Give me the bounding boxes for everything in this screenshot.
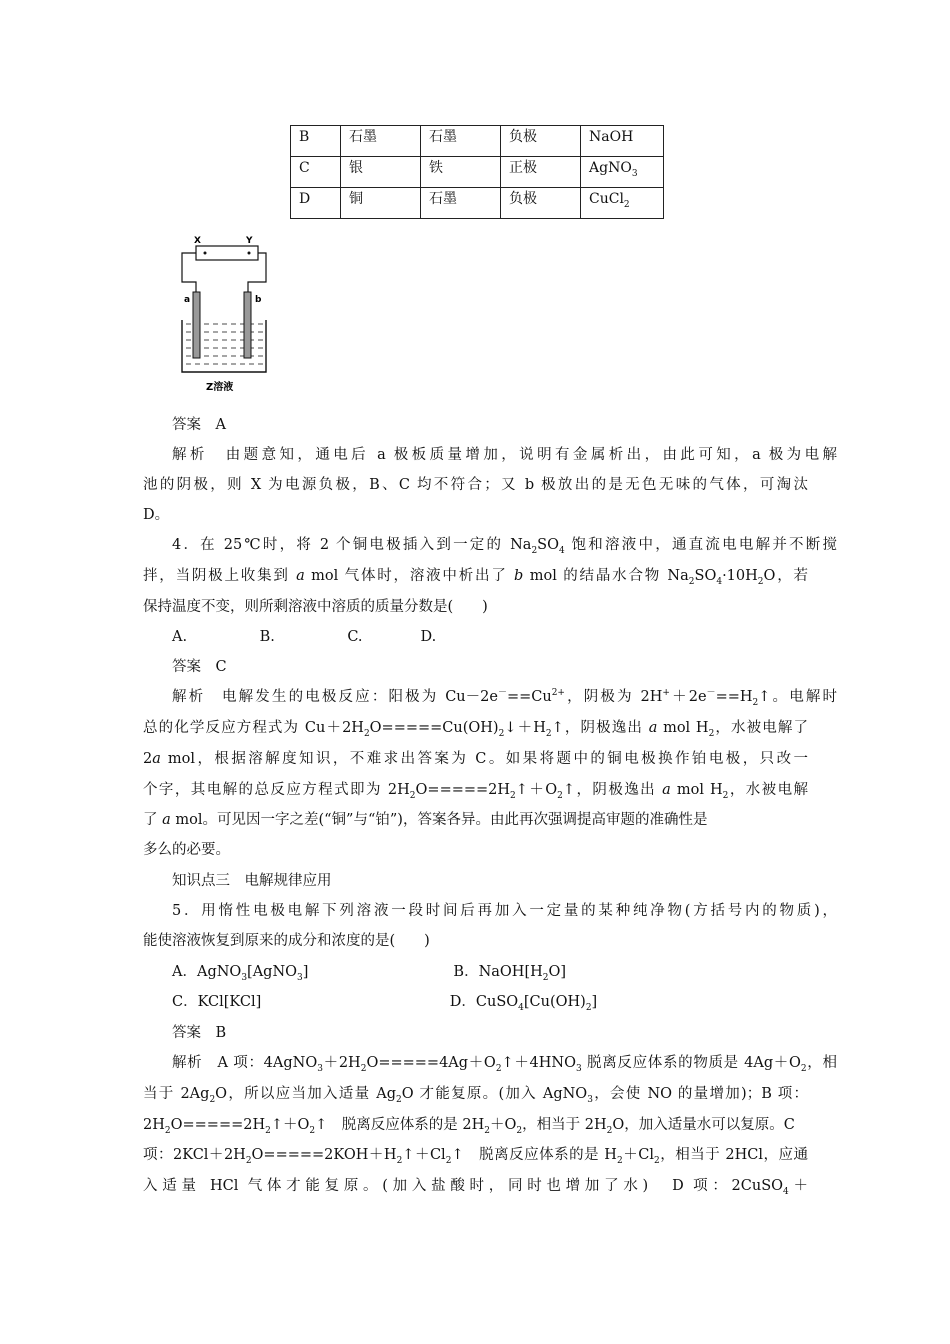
text-line: A. B. C. D.: [172, 629, 437, 645]
text-line: 拌，当阴极上收集到 a mol 气体时，溶液中析出了 b mol 的结晶水合物 $Na_2SO_4\cdot 10H_2O$，若: [143, 568, 808, 587]
text-line: 知识点三 电解规律应用: [172, 873, 332, 889]
electrode-a: [193, 292, 200, 358]
text-line: 保持温度不变，则所剩溶液中溶质的质量分数是( ): [143, 599, 488, 615]
figure-caption: Z溶液: [206, 382, 234, 393]
text-line: 答案 B: [172, 1025, 227, 1041]
text-line: 2a mol，根据溶解度知识，不难求出答案为 C。如果将题中的铜电极换作铂电极，只改一: [143, 751, 808, 767]
text-line: 答案 A: [172, 417, 226, 433]
text-line: 项：$2KCl+2H_2O=====2KOH+H_2↑+Cl_2↑$ 脱离反应体系的是 $H_2+Cl_2$，相当于 2HCl，应通: [143, 1147, 808, 1166]
options-table: [290, 125, 664, 219]
text-line: 能使溶液恢复到原来的成分和浓度的是( ): [143, 933, 430, 949]
table-cell-b: 石墨: [421, 188, 501, 219]
label-a: a: [184, 295, 191, 305]
table-cell-pole: 负极: [501, 126, 581, 157]
text-line: 5．用惰性电极电解下列溶液一段时间后再加入一定量的某种纯净物(方括号内的物质)，: [172, 903, 837, 919]
text-line: 4．在 25℃时，将 2 个铜电极插入到一定的 $Na_2SO_4$ 饱和溶液中，通直流电电解并不断搅: [172, 537, 837, 556]
text-line: 总的化学反应方程式为 $Cu+2H_2O=====Cu(OH)_2↓+H_2↑$，阴极逸出 a mol $H_2$，水被电解了: [143, 720, 808, 739]
text-line: 多么的必要。: [143, 842, 230, 858]
table-cell-z: CuCl$_2$: [581, 188, 664, 219]
table-cell-opt: C: [291, 157, 341, 188]
table-cell-b: 石墨: [421, 126, 501, 157]
label-y: Y: [246, 236, 253, 246]
table-row: [291, 188, 664, 219]
text-line: 池的阴极，则 X 为电源负极，B、C 均不符合；又 b 极放出的是无色无味的气体，可淘汰: [143, 477, 808, 493]
text-line: 答案 C: [172, 659, 227, 675]
table-cell-z: AgNO$_3$: [581, 157, 664, 188]
text-line: 了 a mol。可见因一字之差(“铜”与“铂”)，答案各异。由此再次强调提高审题的准确性是: [143, 812, 708, 828]
label-x: X: [194, 236, 201, 246]
text-line: A．AgNO$_3$[AgNO$_3$] B．$NaOH[H_2O]$: [172, 964, 567, 983]
label-b: b: [255, 295, 262, 305]
text-line: C．KCl[KCl] D．$CuSO_4[Cu(OH)_2]$: [172, 994, 598, 1013]
table-cell-opt: B: [291, 126, 341, 157]
table-cell-pole: 负极: [501, 188, 581, 219]
table-cell-pole: 正极: [501, 157, 581, 188]
table-cell-opt: D: [291, 188, 341, 219]
text-line: 解析 电解发生的电极反应：阳极为 $Cu-2e^-==Cu^{2+}$，阴极为 $2H^++2e^-==H_2↑$。电解时: [172, 688, 837, 708]
text-line: 入适量 HCl 气体才能复原。(加入盐酸时，同时也增加了水) D 项：2CuSO$_4$＋: [143, 1178, 808, 1197]
table-cell-a: 石墨: [341, 126, 421, 157]
text-line: 个字，其电解的总反应方程式即为 $2H_2O=====2H_2↑+O_2↑$，阴极逸出 a mol $H_2$，水被电解: [143, 782, 808, 801]
table-cell-b: 铁: [421, 157, 501, 188]
text-line: 解析 A 项：$4AgNO_3+2H_2O=====4Ag+O_2↑+4HNO_3$ 脱离反应体系的物质是 $4Ag+O_2$，相: [172, 1055, 837, 1074]
table-cell-z: NaOH: [581, 126, 664, 157]
table-row: [291, 126, 664, 157]
table-row: [291, 157, 664, 188]
text-line: 解析 由题意知，通电后 a 极板质量增加，说明有金属析出，由此可知，a 极为电解: [172, 447, 837, 463]
text-line: $2H_2O=====2H_2↑+O_2↑$ 脱离反应体系的是 $2H_2+O_2$，相当于 $2H_2O$，加入适量水可以复原。C: [143, 1117, 795, 1136]
text-line: 当于 $2Ag_2O$，所以应当加入适量 $Ag_2O$ 才能复原。(加入 AgNO$_3$，会使 NO 的量增加)；B 项：: [143, 1086, 808, 1105]
electrode-b: [244, 292, 251, 358]
text-line: D。: [143, 507, 170, 523]
table-cell-a: 铜: [341, 188, 421, 219]
electrolysis-cell-figure: [178, 232, 278, 397]
table-cell-a: 银: [341, 157, 421, 188]
